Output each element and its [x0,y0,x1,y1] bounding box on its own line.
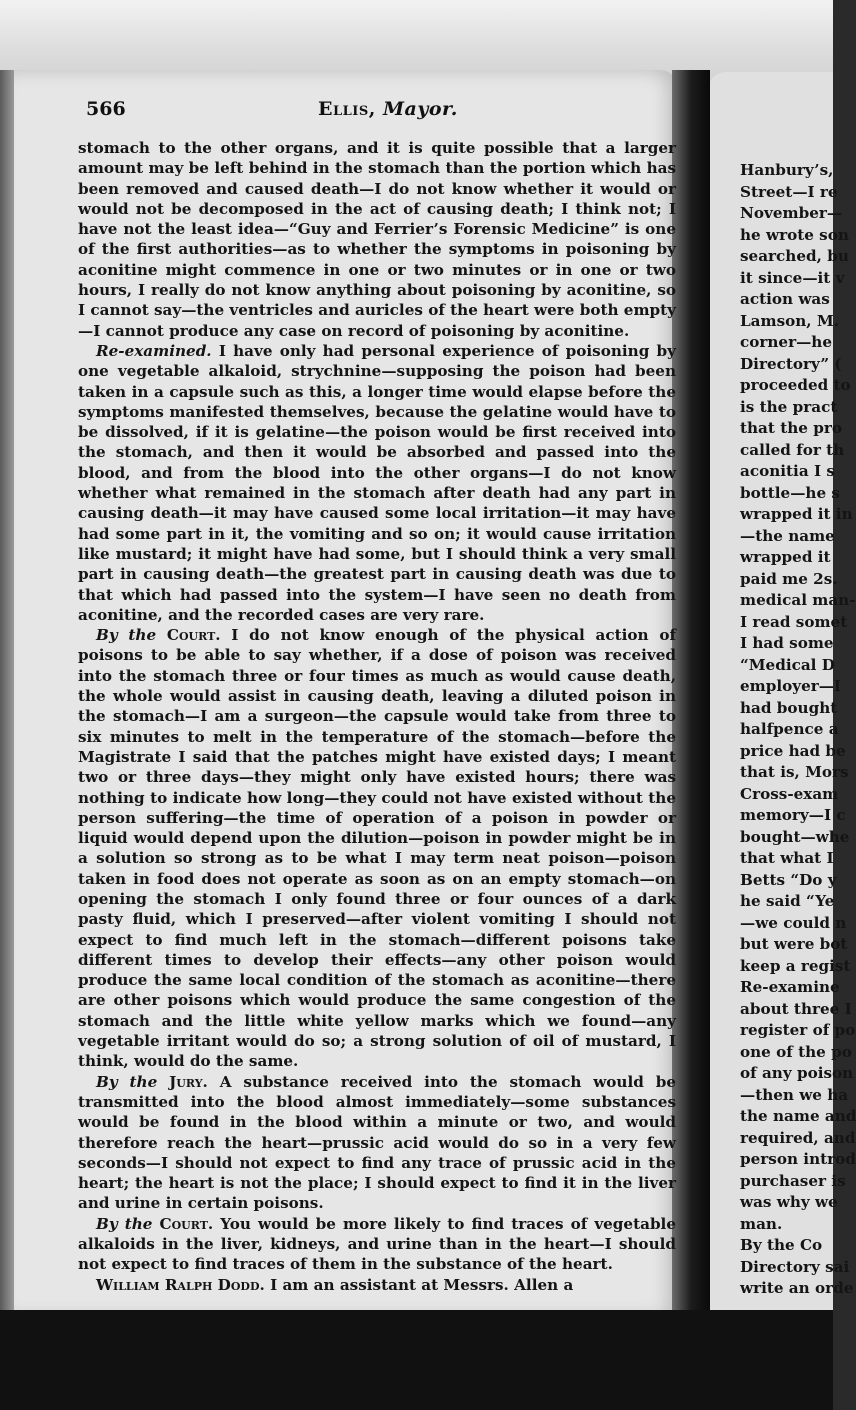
right-column-line: Directory” ( [740,354,842,373]
paragraph-2 [78,341,676,625]
right-column-line: By the Co [740,1236,823,1254]
right-column-line: Betts “Do y [740,870,837,889]
right-column-line: corner—he [740,333,832,351]
right-column-line: searched, bu [740,247,849,265]
right-column-line: wrapped it [740,548,831,566]
right-column-line: he wrote son [740,225,849,244]
right-column-line: one of the po [740,1042,852,1061]
right-column-line: paid me 2s. [740,569,838,588]
paragraph-2-lead: Re-examined. [96,341,212,360]
right-column-line: bought—whe [740,827,850,846]
paragraph-3 [78,625,676,1072]
running-head-title: Mayor. [382,98,458,120]
paragraph-4-lead-by: By the [96,1072,158,1091]
right-column-line: Lamson, M. [740,311,839,330]
right-column-line: purchaser is [740,1171,846,1190]
right-column-line: medical man- [740,591,856,609]
right-column-line: bottle—he s [740,483,840,502]
paragraph-4-lead-party: Jury. [169,1072,208,1091]
right-column-line: the name and [740,1107,856,1125]
left-column-text [78,138,676,1295]
right-column-line: he said “Ye [740,892,835,910]
paragraph-3-text: I do not know enough of the physical action of poisons to be able to say whether, if a dose of poison was received into the stomach three or four times as much as would cause death, the whole would assist in causing death, leaving a diluted poison in the stomach—I am a surgeon—the capsule would take from three to six minutes to melt in the temperature of the stomach—before the Magistrate I said that the patches might have existed days; I meant two or three days—they might only have existed hours; there was nothing to indicate how long—they could not have existed without the person suffering—the time of operation of a poison in powder or liquid would depend upon the dilution—poison in powder might be in a solution so strong as to be what I may term neat poison—poison taken in food does not operate as soon as on an empty stomach—on opening the stomach I only found three or four ounces of a dark pasty fluid, which I preserved—after violent vomiting I should not expect to find much left in the stomach—different poisons take different times to develop their effects—any other poison would produce the same local condition of the stomach as aconitine—there are other poisons which would produce the same congestion of the stomach and the little white yellow marks which we found—any vegetable irritant would do so; a strong solution of oil of mustard, I think, would do the same. [78,626,676,1071]
right-column-line: that the pro [740,419,842,437]
right-column-line: I had some [740,634,834,652]
right-column-line: halfpence a [740,720,839,738]
paragraph-5-lead-by: By the [96,1214,153,1233]
running-head-name: Ellis, [318,98,376,120]
right-column-line: aconitia I s [740,462,835,480]
right-column-line: that what I [740,849,834,867]
right-column-line: Street—I re [740,182,838,201]
page-header [86,98,666,126]
right-column-line: write an orde [740,1279,854,1297]
right-column-line: had bought [740,698,838,717]
right-column-line: is the pract [740,397,838,416]
right-column-line: memory—I c [740,806,846,824]
right-column-line: —the name [740,526,835,545]
right-column-line: Hanbury’s, [740,161,834,179]
right-column-line: that is, Mors [740,763,849,781]
right-column-line: employer—I [740,677,842,695]
right-column-line: I read somet [740,612,848,631]
left-edge-shadow [0,70,14,1330]
right-column-line: was why we [740,1193,838,1211]
right-column-line: keep a regist [740,956,851,975]
paragraph-5-text: You would be more likely to find traces of vegetable alkaloids in the liver, kidneys, and urine than in the heart—I should not expect to find traces of them in the substance of the heart. [78,1214,676,1274]
right-column-line: Cross-exam [740,784,839,803]
page-number: 566 [86,98,126,120]
running-head [318,98,458,120]
right-column-line: —then we ha [740,1085,849,1104]
paragraph-5-lead-party: Court. [159,1214,214,1233]
paragraph-6-text: I am an assistant at Messrs. Allen a [264,1275,574,1294]
right-column-line: but were bot [740,935,848,953]
paragraph-2-text: I have only had personal experience of poisoning by one vegetable alkaloid, strychnine—supposing the poison had been taken in a capsule such as this, a longer time would elapse before the symptoms manifested themselves, because the gelatine would have to be dissolved, if it is gelatine—the poison would be first received into the stomach, and then it would be absorbed and passed into the blood, and from the blood into the other organs—I do not know whether what remained in the stomach after death had any part in causing death—it may have caused some local irritation—it may have had some part in it, the vomiting and so on; it would cause irritation like mustard; it might have had some, but I should think a very small part in causing death—the greatest part in causing death was due to that which had passed into the system—I have seen no death from aconitine, and the recorded cases are very rare. [78,341,676,624]
right-column-line: proceeded to [740,376,851,394]
right-column-line: wrapped it in [740,505,853,523]
paragraph-4-text: A substance received into the stomach would be transmitted into the blood almost immediately—some substances would be found in the blood within a minute or two, and would therefore reach the heart—prussic acid would do so in a very few seconds—I should not expect to find any trace of prussic acid in the heart; the heart is not the place; I should expect to find it in the liver and urine in certain poisons. [78,1072,676,1213]
right-column-line: required, and [740,1128,856,1147]
paragraph-3-lead-party: Court. [166,626,221,645]
bottom-background [0,1310,833,1410]
book-spine [672,70,710,1330]
right-column-line: man. [740,1214,783,1233]
paragraph-6 [78,1275,676,1295]
right-column-line: called for th [740,440,845,459]
right-column-line: —we could n [740,913,847,932]
right-column-line: price had be [740,741,846,760]
paragraph-3-lead-by: By the [96,626,157,645]
right-column-line: about three I [740,999,852,1018]
right-column-line: it since—it v [740,268,845,287]
right-column-line: register of po [740,1021,856,1039]
paragraph-6-lead: William Ralph Dodd. [96,1275,265,1294]
right-column-line: person introd [740,1150,856,1168]
right-column-line: Directory sai [740,1257,850,1276]
paragraph-5 [78,1214,676,1275]
right-column-line: November— [740,204,843,222]
paragraph-4 [78,1072,676,1214]
right-column-text [740,160,856,1300]
right-column-line: of any poison [740,1064,854,1082]
right-column-line: Re-examine [740,978,840,996]
right-column-line: “Medical D [740,655,835,674]
right-column-line: action was [740,290,830,308]
paragraph-1: stomach to the other organs, and it is quite possible that a larger amount may be left behind in the stomach than the portion which has been removed and caused death—I do not know whether it would or would not be decomposed in the act of causing death; I think not; I have not the least idea—“Guy and Ferrier’s Forensic Medicine” is one of the first authorities—as to whether the symptoms in poisoning by aconitine might commence in one or two minutes or in one or two hours, I really do not know anything about poisoning by aconitine, so I cannot say—the ventricles and auricles of the heart were both empty—I cannot produce any case on record of poisoning by aconitine. [78,139,676,340]
